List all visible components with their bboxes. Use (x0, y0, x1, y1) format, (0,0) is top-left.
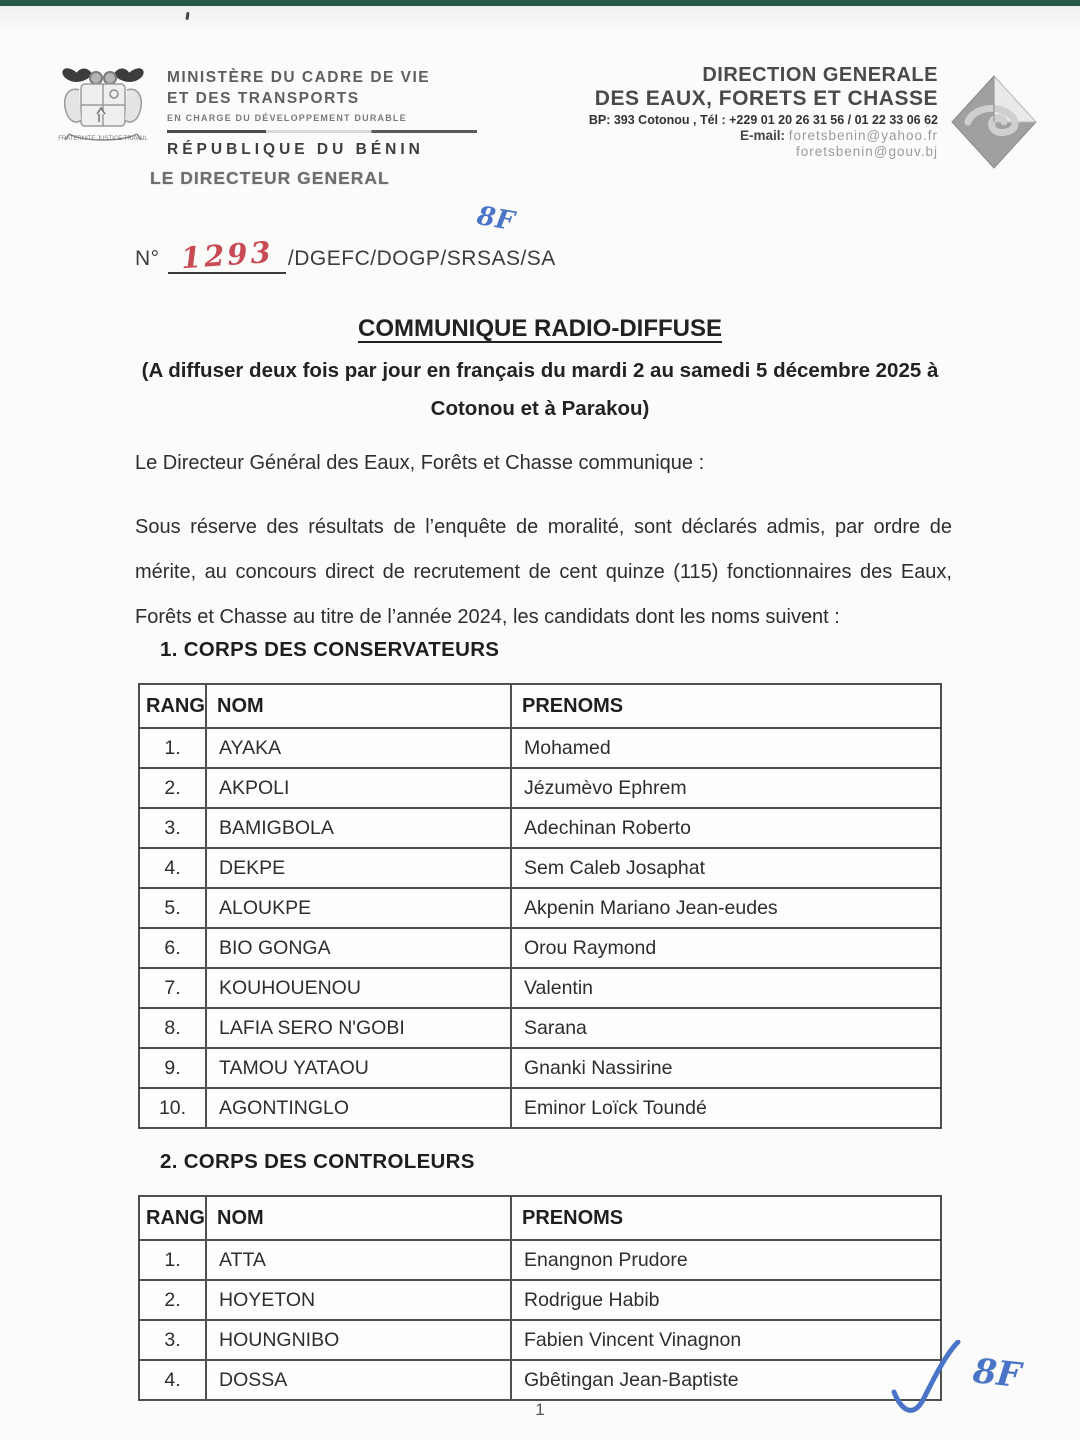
column-header: NOM (206, 1196, 511, 1240)
table-row (139, 928, 941, 968)
rank-cell: 8. (139, 1008, 206, 1048)
email-line-2 (589, 144, 938, 159)
direction-title-line1: DIRECTION GENERALE (702, 64, 938, 86)
firstname-cell: Gnanki Nassirine (511, 1048, 941, 1088)
name-cell: ATTA (206, 1240, 511, 1280)
ministry-name: MINISTÈRE DU CADRE DE VIE ET DES TRANSPORTS (167, 69, 431, 107)
table-row (139, 1048, 941, 1088)
rank-cell: 2. (139, 768, 206, 808)
firstname-cell: Eminor Loïck Toundé (511, 1088, 941, 1128)
conservateurs-table (138, 683, 942, 1129)
name-cell: HOUNGNIBO (206, 1320, 511, 1360)
table-header-row (139, 684, 941, 728)
column-header: RANG (139, 684, 206, 728)
email-address-gouv: foretsbenin@gouv.bj (795, 144, 938, 159)
table-row (139, 808, 941, 848)
direction-title-line2: DES EAUX, FORETS ET CHASSE (594, 87, 938, 110)
name-cell: LAFIA SERO N'GOBI (206, 1008, 511, 1048)
svg-text:FRATERNITE JUSTICE TRAVAIL: FRATERNITE JUSTICE TRAVAIL (58, 136, 148, 142)
reference-suffix: /DGEFC/DOGP/SRSAS/SA (287, 247, 556, 270)
table-row (139, 1320, 941, 1360)
table-row (139, 888, 941, 928)
rank-cell: 4. (139, 848, 206, 888)
name-cell: BIO GONGA (206, 928, 511, 968)
column-header: RANG (139, 1196, 206, 1240)
main-paragraph: Sous réserve des résultats de l’enquête de moralité, sont déclarés admis, par ordre de mérite, au concours direct de recrutement de cent quinze (115) fonctionnaires des Eaux, Forêts et Chasse au titre de l’année 2024, les candidats dont les noms suivent : (135, 516, 952, 628)
rank-cell: 2. (139, 1280, 206, 1320)
email-line-1 (589, 128, 938, 143)
firstname-cell: Gbêtingan Jean-Baptiste (511, 1360, 941, 1400)
table-row (139, 1360, 941, 1400)
direction-address: BP: 393 Cotonou , Tél : +229 01 20 26 31 56 / 01 22 33 06 62 (588, 113, 938, 127)
name-cell: DOSSA (206, 1360, 511, 1400)
name-cell: BAMIGBOLA (206, 808, 511, 848)
handwritten-number: 1293 (179, 234, 275, 276)
rank-cell: 3. (139, 808, 206, 848)
scan-top-shadow (0, 6, 1080, 32)
rank-cell: 1. (139, 1240, 206, 1280)
name-cell: KOUHOUENOU (206, 968, 511, 1008)
controleurs-table (138, 1195, 942, 1401)
firstname-cell: Sem Caleb Josaphat (511, 848, 941, 888)
firstname-cell: Akpenin Mariano Jean-eudes (511, 888, 941, 928)
email-address-yahoo: foretsbenin@yahoo.fr (788, 128, 938, 143)
director-general-label: LE DIRECTEUR GENERAL (150, 168, 390, 188)
ministry-subtitle: EN CHARGE DU DÉVELOPPEMENT DURABLE (167, 112, 407, 123)
ministry-block (57, 56, 477, 170)
firstname-cell: Enangnon Prudore (511, 1240, 941, 1280)
direction-block (589, 56, 1040, 170)
rank-cell: 3. (139, 1320, 206, 1360)
firstname-cell: Mohamed (511, 728, 941, 768)
table-row (139, 1240, 941, 1280)
benin-coat-of-arms-icon (57, 56, 149, 156)
name-cell: TAMOU YATAOU (206, 1048, 511, 1088)
rank-cell: 1. (139, 728, 206, 768)
column-header: NOM (206, 684, 511, 728)
handwritten-initials-top: 8F (474, 200, 517, 238)
page-number: 1 (535, 1400, 545, 1419)
communique-title: COMMUNIQUE RADIO-DIFFUSE (358, 315, 722, 342)
table-row (139, 768, 941, 808)
name-cell: HOYETON (206, 1280, 511, 1320)
firstname-cell: Valentin (511, 968, 941, 1008)
firstname-cell: Orou Raymond (511, 928, 941, 968)
table-row (139, 728, 941, 768)
letterhead (57, 56, 1040, 170)
table-row (139, 1280, 941, 1320)
communique-subtitle: (A diffuser deux fois par jour en français du mardi 2 au samedi 5 décembre 2025 à Cotonou et à Parakou) (141, 359, 939, 420)
section-heading-conservateurs: 1. CORPS DES CONSERVATEURS (160, 638, 500, 661)
rank-cell: 9. (139, 1048, 206, 1088)
intro-paragraph: Le Directeur Général des Eaux, Forêts et Chasse communique : (135, 452, 705, 474)
rank-cell: 5. (139, 888, 206, 928)
name-cell: AYAKA (206, 728, 511, 768)
column-header: PRENOMS (511, 684, 941, 728)
table-row (139, 1088, 941, 1128)
rank-cell: 4. (139, 1360, 206, 1400)
name-cell: AKPOLI (206, 768, 511, 808)
table-header-row (139, 1196, 941, 1240)
rank-cell: 10. (139, 1088, 206, 1128)
firstname-cell: Jézumèvo Ephrem (511, 768, 941, 808)
header-divider (167, 130, 477, 133)
name-cell: AGONTINGLO (206, 1088, 511, 1128)
name-cell: ALOUKPE (206, 888, 511, 928)
handwritten-initials-bottom (880, 1340, 1040, 1440)
svg-text:8F: 8F (971, 1351, 1023, 1396)
name-cell: DEKPE (206, 848, 511, 888)
table-row (139, 848, 941, 888)
table-row (139, 968, 941, 1008)
column-header: PRENOMS (511, 1196, 941, 1240)
firstname-cell: Rodrigue Habib (511, 1280, 941, 1320)
reference-blank-line (168, 234, 286, 276)
rank-cell: 6. (139, 928, 206, 968)
reference-prefix: N° (135, 247, 160, 270)
email-label: E-mail: (739, 128, 785, 143)
firstname-cell: Sarana (511, 1008, 941, 1048)
republic-label: RÉPUBLIQUE DU BÉNIN (167, 140, 424, 158)
rank-cell: 7. (139, 968, 206, 1008)
table-row (139, 1008, 941, 1048)
reference-number-line (135, 200, 556, 276)
section-heading-controleurs: 2. CORPS DES CONTROLEURS (160, 1150, 475, 1173)
firstname-cell: Fabien Vincent Vinagnon (511, 1320, 941, 1360)
firstname-cell: Adechinan Roberto (511, 808, 941, 848)
direction-diamond-logo-icon (948, 70, 1040, 170)
